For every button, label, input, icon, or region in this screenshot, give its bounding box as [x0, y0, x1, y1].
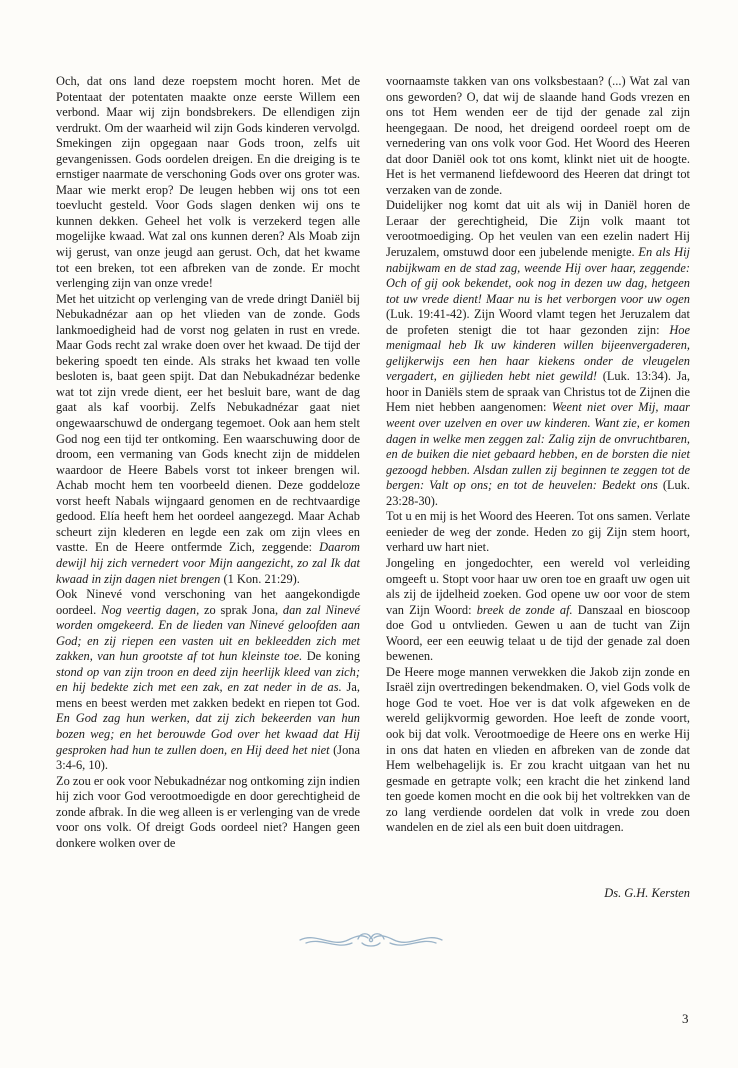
scripture-quote: Hoe menigmaal heb Ik uw kinderen willen bijeenvergaderen, gelijkerwijs een hen haar kiekens onder de vleugelen vergadert, en gijlieden hebt niet gewild! [386, 322, 690, 384]
paragraph [386, 556, 690, 665]
text-run: (Luk. 23:28-30). [386, 478, 690, 508]
scripture-quote: stond op van zijn troon en deed zijn heerlijk kleed van zich; en hij bedekte zich met een zak, en zat neder in de as. [56, 664, 360, 695]
paragraph: De Heere moge mannen verwekken die Jakob zijn zonde en Israël zijn overtredingen bekendmaken. O, viel Gods volk de hoge God te voet. Hoe ver is dat volk afgeweken en de wereld gelijkvormig geworden. Hoe leeft de zonde voort, ook bij dat volk. Verootmoedige de Heere ons en werke Hij in ons dat haten en vlieden en afbreken van de zonde dat Hem welbehagelijk is. Er zou kracht uitgaan van het nu gesmade en getrapte volk; een kracht die het zinkend land ten goede komen mocht en die ook bij het voltrekken van de zo lang verdiende oordelen dat volk in vrede zou doen wandelen en de ziel als een buit doen uitdragen. [386, 664, 690, 835]
text-run: (1 Kon. 21:29). [220, 571, 300, 586]
paragraph: Och, dat ons land deze roepstem mocht horen. Met de Potentaat der potentaten maakte onze eerste Willem een verbond. Maar wij zijn bondsbrekers. De ellendigen zijn verdrukt. Om der waarheid wil zijn Gods kinderen vervolgd. Smekingen zijn opgegaan naar Gods troon, zelfs uit gevangenissen. Gods oordelen dreigen. En die dreiging is te ernstiger naarmate de verschoning Gods over ons groter was. Maar wie merkt erop? De leugen hebben wij ons tot een toevlucht gesteld. Voor Gods slagen denken wij ons te kunnen dekken. Geheel het volk is verzekerd tegen alle mogelijke kwaad. Wat zal ons kunnen deren? Als Moab zijn wij gerust, van onze jeugd aan gerust. Och, dat het kwame tot een breken, tot een afbreken van de zonde. Er mocht verlenging zijn van onze vrede! [56, 74, 360, 291]
right-column [386, 74, 690, 836]
scripture-quote: dan zal Ninevé worden omgekeerd. En de lieden van Ninevé geloofden aan God; en zij riepen een vasten uit en bekleedden zich met zakken, van hun grootste af tot hun kleinste toe. [56, 602, 360, 664]
scroll-ornament-icon [296, 926, 446, 952]
paragraph [56, 587, 360, 774]
page-number: 3 [682, 1011, 689, 1026]
text-run: Ja, mens en beest werden met zakken bedekt en riepen tot God. [56, 680, 360, 710]
text-run: zo sprak Jona, [199, 602, 283, 617]
paragraph: Zo zou er ook voor Nebukadnézar nog ontkoming zijn indien hij zich voor God verootmoedigde en door gerechtigheid de zonde afbrak. In die weg alleen is er verlenging van de vrede voor ons volk. Of dreigt Gods oordeel niet? Hangen geen donkere wolken over de [56, 773, 360, 850]
scripture-quote: En God zag hun werken, dat zij zich bekeerden van hun bozen weg; en het berouwde God over het kwaad dat Hij gesproken had hun te zullen doen, en Hij deed het niet [56, 711, 360, 757]
text-run: Jongeling en jongedochter, een wereld vol verleiding omgeeft u. Stopt voor haar uw oren toe en graaft uw ogen uit als zij de ijdelheid zoeken. God opene uw oor voor de stem van Zijn Woord: [386, 555, 690, 617]
paragraph: Tot u en mij is het Woord des Heeren. Tot ons samen. Verlate eenieder de weg der zonde. Heden zo gij Zijn stem hoort, verhard uw hart niet. [386, 509, 690, 555]
text-run: Ook Ninevé vond verschoning van het aangekondigde oordeel. [56, 587, 360, 617]
author-signature: Ds. G.H. Kersten [604, 886, 690, 900]
scripture-quote: breek de zonde af. [476, 602, 573, 617]
text-run: (Luk. 13:34). Ja, hoor in Daniëls stem de spraak van Christus tot de Zijnen die Hem niet hebben aangenomen: [386, 369, 690, 415]
text-run: De koning [302, 649, 361, 664]
scripture-quote: Weent niet over Mij, maar weent over uzelven en over uw kinderen. Want zie, er komen dagen in welke men zeggen zal: Zalig zijn de onvruchtbaren, en de buiken die niet gebaard hebben, en de borsten die niet gezoogd hebben. Alsdan zullen zij beginnen te zeggen tot de bergen: Valt op ons; en tot de heuvelen: Bedekt ons [386, 400, 690, 493]
paragraph: voornaamste takken van ons volksbestaan? (...) Wat zal van ons geworden? O, dat wij de slaande hand Gods vrezen en ons tot Hem wenden eer de tijd der genade zal zijn heengegaan. De nood, het dreigend oordeel roept om de vernedering van ons volk voor God. Het Woord des Heeren dat door Daniël ook tot ons komt, klinkt niet uit de hoogte. Het is het vermanend liefdewoord des Heeren dat dringt tot verzaken van de zonde. [386, 74, 690, 197]
text-run: (Jona 3:4-6, 10). [56, 742, 360, 773]
paragraph [56, 292, 360, 587]
scripture-quote: Daarom dewijl hij zich vernedert voor Mijn aangezicht, zo zal Ik dat kwaad in zijn dagen niet brengen [56, 540, 360, 586]
paragraph [386, 198, 690, 509]
scripture-quote: Nog veertig dagen, [101, 602, 200, 617]
scripture-quote: En als Hij nabijkwam en de stad zag, weende Hij over haar, zeggende: Och of gij ook bekendet, ook nog in dezen uw dag, hetgeen tot uw vrede dient! Maar nu is het verborgen voor uw ogen [386, 245, 690, 306]
text-run: Met het uitzicht op verlenging van de vrede dringt Daniël bij Nebukadnézar aan op het vlieden van de zonde. Gods lankmoedigheid had de vorst nog gelaten in rust en vrede. Maar Gods recht zal wrake doen over het kwaad. De tijd der bekering spoedt ten einde. Als straks het kwaad ten volle besloten is, baat geen spijt. Dat dan Nebukadnézar bedenke wat tot zijn vrede dient, eer het besluit bare, want de dag gaat als kaf voorbij. Zelfs Nebukadnézar gaat niet ongewaarschuwd de ondergang tegemoet. Ook aan hem stelt God nog een tijd ter ontkoming. Een waarschuwing door de droom, een vermaning van Gods knecht zijn de middelen waardoor de Heere Babels vorst tot inkeer brengen wil. Achab mocht hem ten voorbeeld dienen. Deze goddeloze vorst heeft Nabals wijngaard genomen en de rechtvaardige gedood. Elía heeft hem het oordeel aangezegd. Maar Achab scheurt zijn klederen en legde een zak om zijn vlees en vastte. En de Heere ontfermde Zich, zeggende: [56, 291, 360, 555]
text-run: Duidelijker nog komt dat uit als wij in Daniël horen de Leraar der gerechtigheid, Die Zijn volk maant tot verootmoediging. Op het veulen van een ezelin nadert Hij Jeruzalem, omstuwd door een jubelende menigte. [386, 198, 690, 260]
text-run: (Luk. 19:41-42). Zijn Woord vlamt tegen het Jeruzalem dat de profeten stenigt die tot haar gezonden zijn: [386, 307, 690, 337]
text-run: Danszaal en bioscoop doe God u ontvlieden. Gewen u aan de tucht van Zijn Woord, eer een eeuwig telaat u de tijd der genade zal doen bewenen. [386, 602, 690, 664]
left-column [56, 74, 360, 851]
